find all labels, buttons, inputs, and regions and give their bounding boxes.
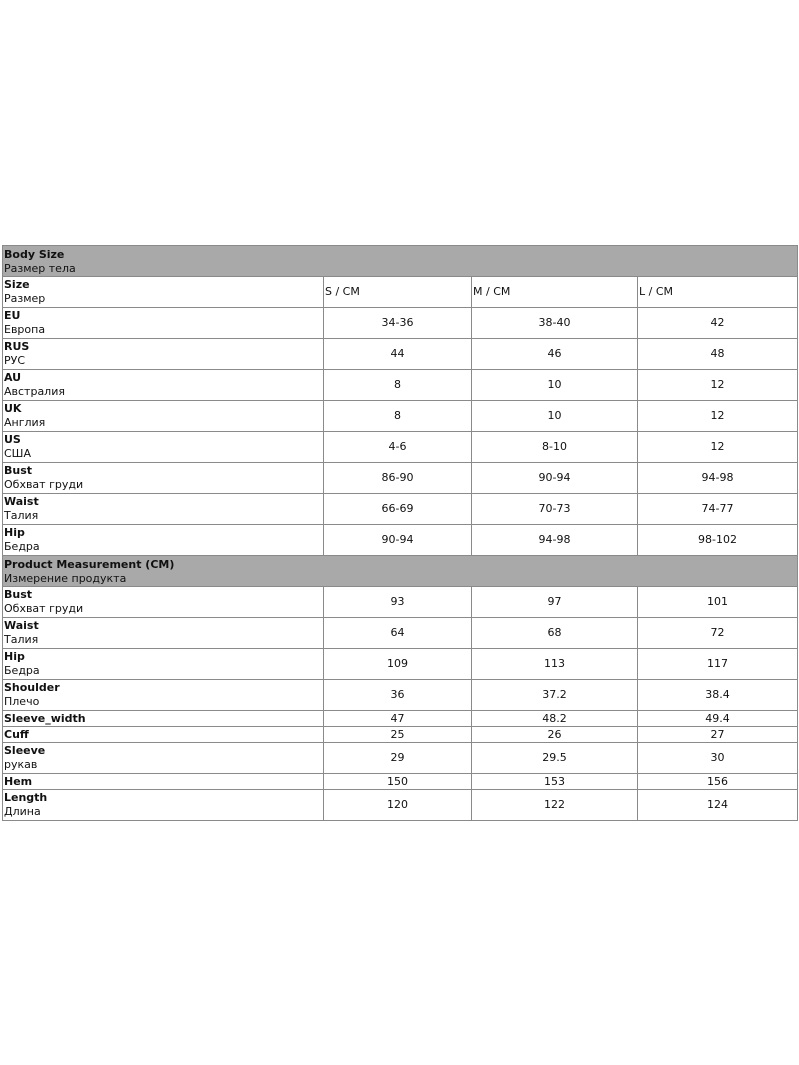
column-header-m: M / CM bbox=[472, 277, 638, 308]
row-label-cell bbox=[3, 618, 324, 649]
section-title-cell bbox=[3, 246, 798, 277]
table-cell: 27 bbox=[638, 727, 798, 743]
table-row bbox=[3, 743, 798, 774]
table-row bbox=[3, 790, 798, 821]
table-cell: 90-94 bbox=[472, 463, 638, 494]
table-cell: 8-10 bbox=[472, 432, 638, 463]
table-row bbox=[3, 401, 798, 432]
table-cell: 97 bbox=[472, 587, 638, 618]
row-label-cell bbox=[3, 494, 324, 525]
table-cell: 70-73 bbox=[472, 494, 638, 525]
table-cell: 10 bbox=[472, 401, 638, 432]
row-label-cell bbox=[3, 649, 324, 680]
table-cell: 37.2 bbox=[472, 680, 638, 711]
section-title-cell bbox=[3, 556, 798, 587]
table-cell: 90-94 bbox=[324, 525, 472, 556]
column-header-l: L / CM bbox=[638, 277, 798, 308]
table-cell: 122 bbox=[472, 790, 638, 821]
table-cell: 109 bbox=[324, 649, 472, 680]
row-label-cell bbox=[3, 525, 324, 556]
row-label-ru: Обхват груди bbox=[4, 602, 84, 615]
table-cell: 30 bbox=[638, 743, 798, 774]
table-cell: 124 bbox=[638, 790, 798, 821]
table-cell: 94-98 bbox=[638, 463, 798, 494]
section-title: Product Measurement (CM) bbox=[4, 557, 175, 571]
table-cell: 46 bbox=[472, 339, 638, 370]
row-label-en: Length bbox=[4, 791, 48, 804]
table-cell: 49.4 bbox=[638, 711, 798, 727]
table-cell: 4-6 bbox=[324, 432, 472, 463]
size-label-ru: Размер bbox=[4, 292, 46, 305]
table-cell: 44 bbox=[324, 339, 472, 370]
table-row bbox=[3, 494, 798, 525]
table-cell: 74-77 bbox=[638, 494, 798, 525]
table-cell: 94-98 bbox=[472, 525, 638, 556]
table-row bbox=[3, 680, 798, 711]
size-chart-table bbox=[2, 245, 798, 821]
row-label-cell bbox=[3, 790, 324, 821]
row-label-ru: Талия bbox=[4, 633, 39, 646]
table-cell: 98-102 bbox=[638, 525, 798, 556]
section-header-body-size bbox=[3, 246, 798, 277]
table-cell: 47 bbox=[324, 711, 472, 727]
table-row bbox=[3, 525, 798, 556]
row-label-ru: США bbox=[4, 447, 31, 460]
row-label-en: Shoulder bbox=[4, 681, 60, 694]
table-cell: 93 bbox=[324, 587, 472, 618]
table-row bbox=[3, 774, 798, 790]
table-row bbox=[3, 587, 798, 618]
table-cell: 12 bbox=[638, 370, 798, 401]
row-label-en: UK bbox=[4, 402, 22, 415]
row-label-en: Bust bbox=[4, 588, 33, 601]
section-title: Body Size bbox=[4, 247, 65, 261]
row-label-ru: Плечо bbox=[4, 695, 40, 708]
row-label-en: Hem bbox=[4, 774, 33, 788]
table-cell: 120 bbox=[324, 790, 472, 821]
section-subtitle: Размер тела bbox=[4, 261, 76, 275]
table-cell: 29 bbox=[324, 743, 472, 774]
table-cell: 153 bbox=[472, 774, 638, 790]
row-label-en: Bust bbox=[4, 464, 33, 477]
row-label-ru: Бедра bbox=[4, 540, 40, 553]
table-row bbox=[3, 432, 798, 463]
table-cell: 10 bbox=[472, 370, 638, 401]
table-cell: 68 bbox=[472, 618, 638, 649]
table-cell: 64 bbox=[324, 618, 472, 649]
table-cell: 12 bbox=[638, 401, 798, 432]
table-cell: 72 bbox=[638, 618, 798, 649]
row-label-en: Sleeve bbox=[4, 744, 46, 757]
table-cell: 101 bbox=[638, 587, 798, 618]
row-label-cell bbox=[3, 401, 324, 432]
table-cell: 34-36 bbox=[324, 308, 472, 339]
row-label-cell bbox=[3, 587, 324, 618]
table-cell: 25 bbox=[324, 727, 472, 743]
row-label-en: Sleeve_width bbox=[4, 711, 86, 725]
row-label-cell bbox=[3, 370, 324, 401]
table-cell: 66-69 bbox=[324, 494, 472, 525]
table-cell: 8 bbox=[324, 401, 472, 432]
row-label-ru: Обхват груди bbox=[4, 478, 84, 491]
table-cell: 38-40 bbox=[472, 308, 638, 339]
row-label-ru: Длина bbox=[4, 805, 41, 818]
table-row bbox=[3, 370, 798, 401]
row-label-ru: Европа bbox=[4, 323, 46, 336]
size-chart-body bbox=[3, 246, 798, 821]
row-label-cell bbox=[3, 339, 324, 370]
table-row bbox=[3, 711, 798, 727]
table-cell: 36 bbox=[324, 680, 472, 711]
size-header-row bbox=[3, 277, 798, 308]
row-label-cell bbox=[3, 432, 324, 463]
row-label-en: Cuff bbox=[4, 727, 29, 741]
row-label-ru: Англия bbox=[4, 416, 46, 429]
table-cell: 12 bbox=[638, 432, 798, 463]
row-label-cell bbox=[3, 711, 324, 727]
row-label-en: EU bbox=[4, 309, 21, 322]
table-row bbox=[3, 727, 798, 743]
row-label-en: Waist bbox=[4, 495, 39, 508]
table-cell: 26 bbox=[472, 727, 638, 743]
row-label-ru: Австралия bbox=[4, 385, 65, 398]
row-label-ru: рукав bbox=[4, 758, 38, 771]
row-label-cell bbox=[3, 727, 324, 743]
table-cell: 8 bbox=[324, 370, 472, 401]
column-header-s: S / CM bbox=[324, 277, 472, 308]
table-cell: 48 bbox=[638, 339, 798, 370]
row-label-cell bbox=[3, 680, 324, 711]
row-label-en: US bbox=[4, 433, 21, 446]
table-cell: 86-90 bbox=[324, 463, 472, 494]
row-label-cell bbox=[3, 743, 324, 774]
table-row bbox=[3, 308, 798, 339]
table-row bbox=[3, 618, 798, 649]
table-row bbox=[3, 339, 798, 370]
row-label-en: AU bbox=[4, 371, 22, 384]
section-subtitle: Измерение продукта bbox=[4, 571, 127, 585]
table-row bbox=[3, 463, 798, 494]
table-cell: 29.5 bbox=[472, 743, 638, 774]
row-label-cell bbox=[3, 308, 324, 339]
row-label-en: Hip bbox=[4, 526, 25, 539]
row-label-ru: Бедра bbox=[4, 664, 40, 677]
row-label-en: Hip bbox=[4, 650, 25, 663]
row-label-en: RUS bbox=[4, 340, 30, 353]
row-label-cell bbox=[3, 774, 324, 790]
table-cell: 38.4 bbox=[638, 680, 798, 711]
row-label-ru: Талия bbox=[4, 509, 39, 522]
size-label-cell bbox=[3, 277, 324, 308]
table-cell: 113 bbox=[472, 649, 638, 680]
table-cell: 48.2 bbox=[472, 711, 638, 727]
table-row bbox=[3, 649, 798, 680]
row-label-en: Waist bbox=[4, 619, 39, 632]
size-label-en: Size bbox=[4, 278, 30, 291]
row-label-cell bbox=[3, 463, 324, 494]
section-header-product bbox=[3, 556, 798, 587]
table-cell: 42 bbox=[638, 308, 798, 339]
table-cell: 150 bbox=[324, 774, 472, 790]
table-cell: 156 bbox=[638, 774, 798, 790]
row-label-ru: РУС bbox=[4, 354, 26, 367]
table-cell: 117 bbox=[638, 649, 798, 680]
